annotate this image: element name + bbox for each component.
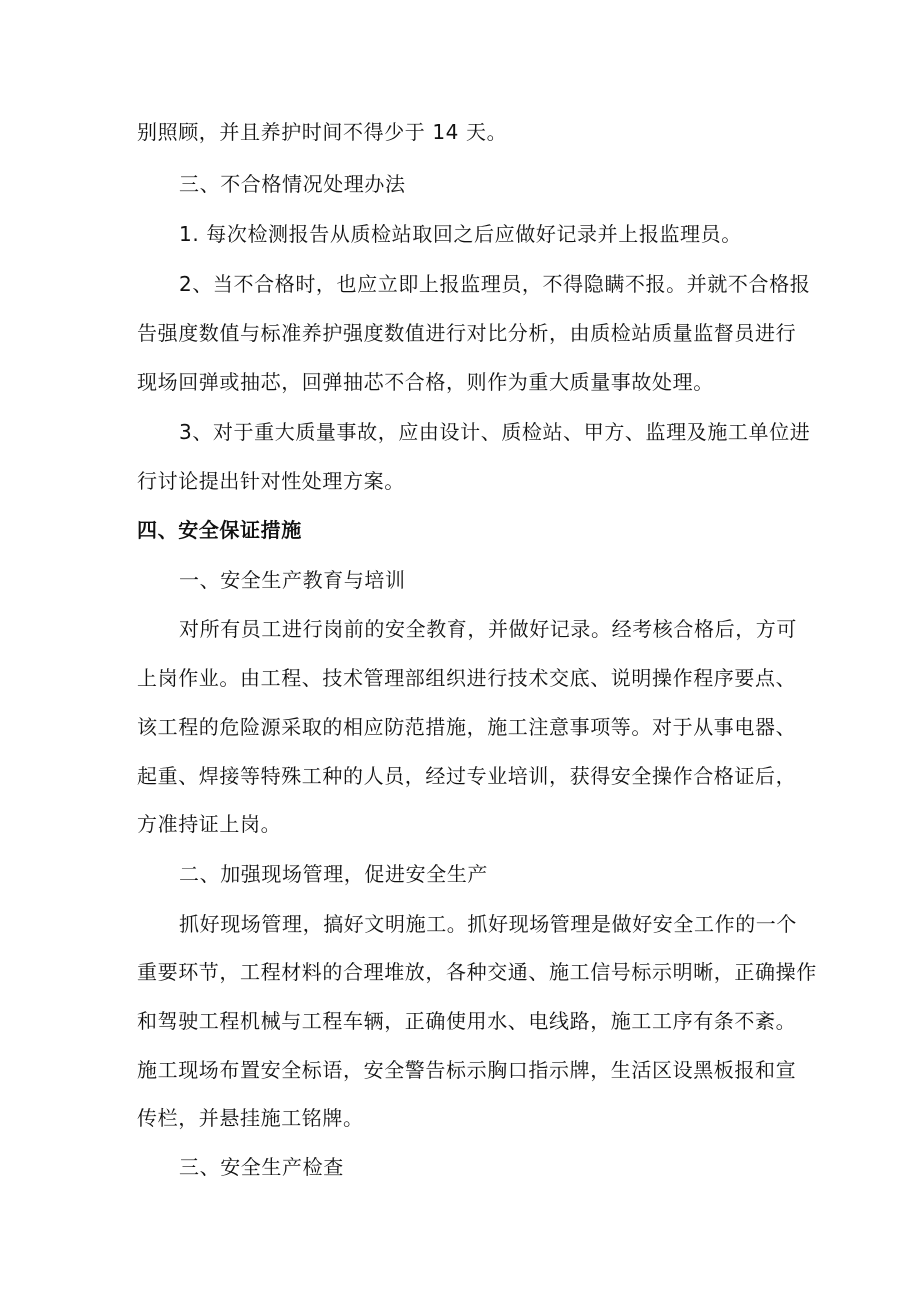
list-item: 3、对于重大质量事故，应由设计、质检站、甲方、监理及施工单位进	[179, 420, 811, 444]
paragraph-line: 对所有员工进行岗前的安全教育，并做好记录。经考核合格后，方可	[179, 617, 797, 641]
paragraph-line: 现场回弹或抽芯，回弹抽芯不合格，则作为重大质量事故处理。	[137, 370, 714, 394]
paragraph-line: 该工程的危险源采取的相应防范措施，施工注意事项等。对于从事电器、	[137, 715, 797, 739]
subsection-heading: 三、不合格情况处理办法	[179, 172, 406, 196]
paragraph-line: 起重、焊接等特殊工种的人员，经过专业培训，获得安全操作合格证后，	[137, 764, 797, 788]
paragraph-line: 传栏，并悬挂施工铭牌。	[137, 1106, 364, 1130]
subsection-heading: 一、安全生产教育与培训	[179, 568, 406, 592]
paragraph-line: 上岗作业。由工程、技术管理部组织进行技术交底、说明操作程序要点、	[137, 666, 797, 690]
paragraph-line: 重要环节，工程材料的合理堆放，各种交通、施工信号标示明晰，正确操作	[137, 960, 817, 984]
list-item: 1. 每次检测报告从质检站取回之后应做好记录并上报监理员。	[179, 222, 742, 246]
paragraph-line: 和驾驶工程机械与工程车辆，正确使用水、电线路，施工工序有条不紊。	[137, 1009, 797, 1033]
subsection-heading: 三、安全生产检查	[179, 1155, 344, 1179]
section-heading: 四、安全保证措施	[137, 518, 302, 542]
paragraph-line: 施工现场布置安全标语，安全警告标示胸口指示牌，生活区设黑板报和宣	[137, 1058, 797, 1082]
paragraph-line: 行讨论提出针对性处理方案。	[137, 469, 405, 493]
paragraph-line: 告强度数值与标准养护强度数值进行对比分析，由质检站质量监督员进行	[137, 321, 797, 345]
list-item: 2、当不合格时，也应立即上报监理员，不得隐瞒不报。并就不合格报	[179, 272, 811, 296]
paragraph-line: 方准持证上岗。	[137, 812, 282, 836]
subsection-heading: 二、加强现场管理，促进安全生产	[179, 862, 488, 886]
paragraph-line: 抓好现场管理，搞好文明施工。抓好现场管理是做好安全工作的一个	[179, 912, 797, 936]
paragraph-line: 别照顾，并且养护时间不得少于 14 天。	[137, 120, 508, 144]
